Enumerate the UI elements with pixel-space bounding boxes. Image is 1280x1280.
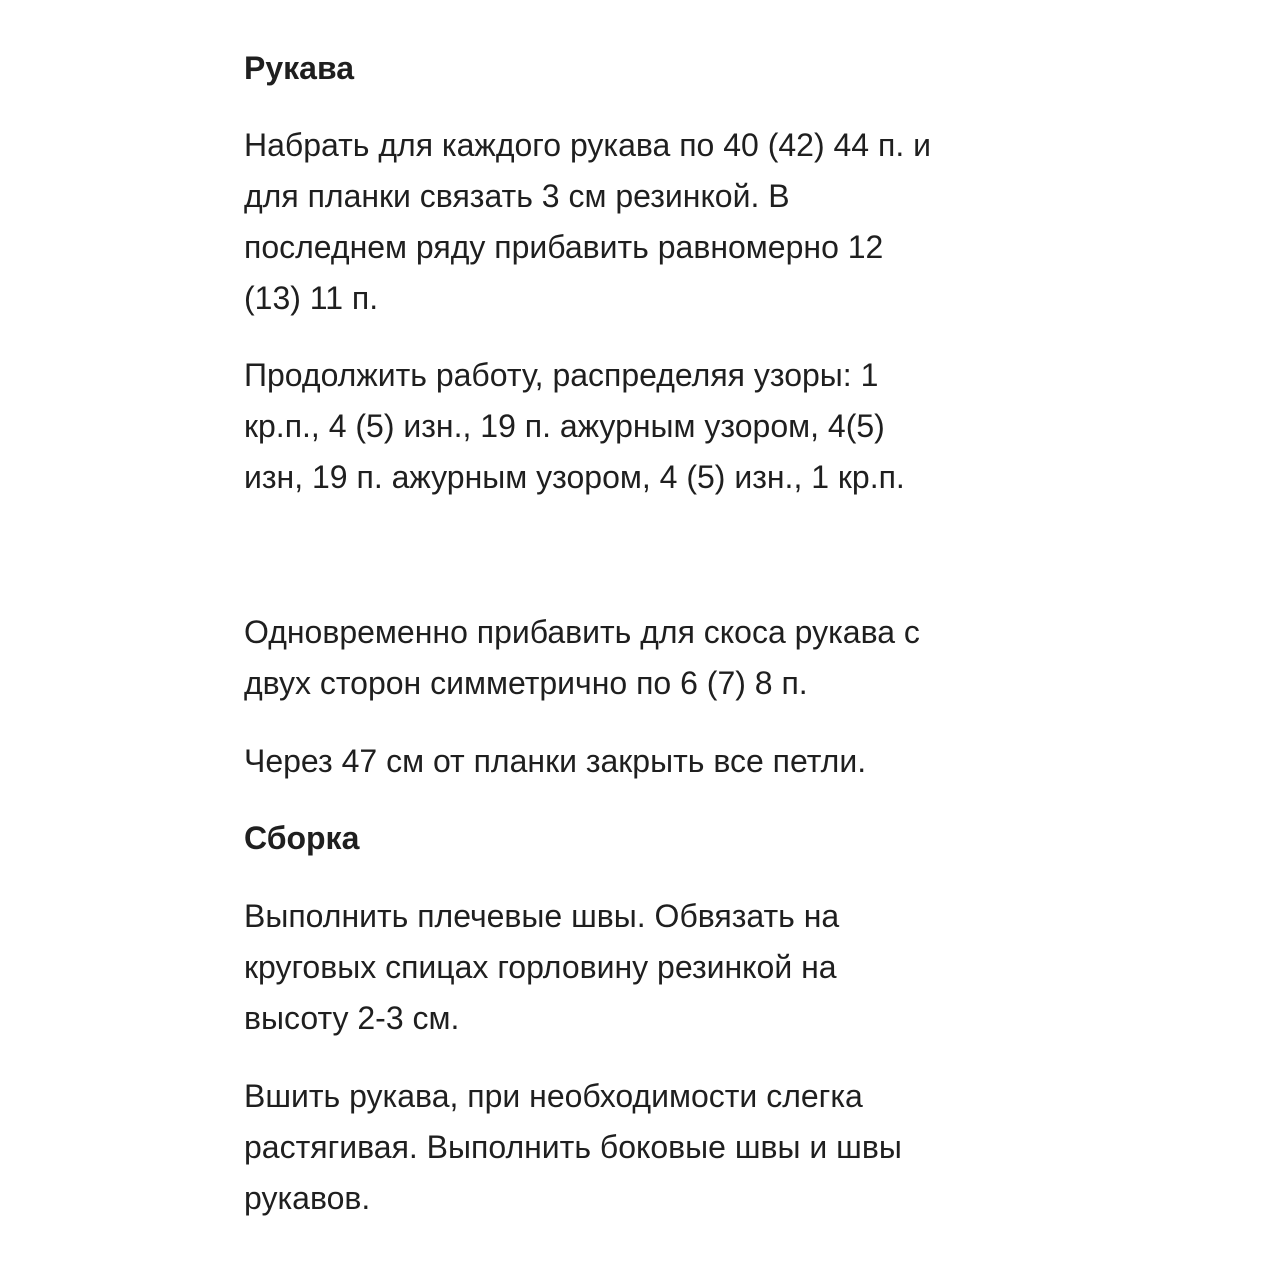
- paragraph-sleeve-increase: [244, 607, 1034, 709]
- text-line: (13) 11 п.: [244, 280, 379, 316]
- paragraph-bind-off: [244, 736, 1034, 787]
- paragraph-shoulder-seams: [244, 891, 1034, 1044]
- text-line: высоту 2-3 см.: [244, 1000, 460, 1036]
- text-line: Через 47 см от планки закрыть все петли.: [244, 743, 867, 779]
- text-line: кр.п., 4 (5) изн., 19 п. ажурным узором, 4(5): [244, 408, 885, 444]
- paragraph-sew-sleeves: [244, 1071, 1034, 1224]
- text-line: для планки связать 3 см резинкой. В: [244, 178, 790, 214]
- text-line: Набрать для каждого рукава по 40 (42) 44 п. и: [244, 127, 931, 163]
- text-line: изн, 19 п. ажурным узором, 4 (5) изн., 1 кр.п.: [244, 459, 905, 495]
- text-line: растягивая. Выполнить боковые швы и швы: [244, 1129, 902, 1165]
- text-line: Вшить рукава, при необходимости слегка: [244, 1078, 863, 1114]
- section-heading-sleeves: Рукава: [244, 50, 354, 86]
- paragraph-cast-on: [244, 120, 1034, 324]
- text-line: последнем ряду прибавить равномерно 12: [244, 229, 884, 265]
- text-line: круговых спицах горловину резинкой на: [244, 949, 837, 985]
- section-heading-assembly: Сборка: [244, 820, 360, 856]
- text-line: Одновременно прибавить для скоса рукава с: [244, 614, 920, 650]
- text-line: Продолжить работу, распределяя узоры: 1: [244, 357, 879, 393]
- text-line: рукавов.: [244, 1180, 371, 1216]
- paragraph-pattern-distribution: [244, 350, 1034, 503]
- text-line: Выполнить плечевые швы. Обвязать на: [244, 898, 840, 934]
- text-line: двух сторон симметрично по 6 (7) 8 п.: [244, 665, 808, 701]
